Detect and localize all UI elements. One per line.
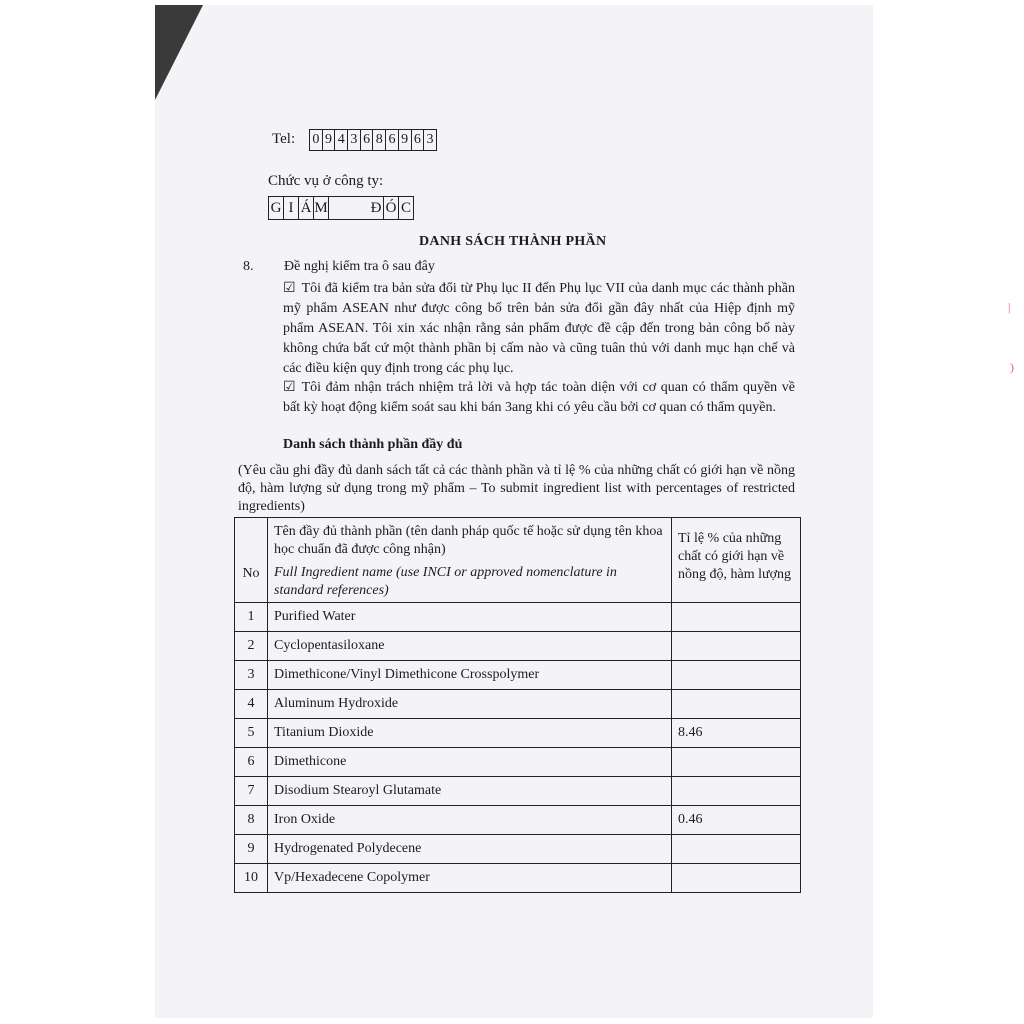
declaration-text-1: Tôi đã kiểm tra bản sửa đổi từ Phụ lục II đến Phụ lục VII của danh mục các thành phần mỹ phẩm ASEAN như được công bố trên bản sửa đổi gần đây nhất của Hiệp định mỹ phẩm ASEAN. Tôi xin xác nhận rằng sản phẩm được đề cập đến trong bản công bố này không chứa bất cứ một thành phần bị cấm nào và cũng tuân thủ với danh mục hạn chế và các điều kiện quy định trong các phụ lục.: [283, 281, 795, 376]
header-name: [268, 518, 672, 603]
ingredient-list-note: (Yêu cầu ghi đầy đủ danh sách tất cả các thành phần và tỉ lệ % của những chất có giới hạn về nồng độ, hàm lượng sử dụng trong mỹ phẩm – To submit ingredient list with percentages of restricted ingredients): [238, 463, 795, 514]
tel-digit: 0: [310, 130, 323, 150]
row-no: 9: [235, 835, 268, 864]
position-letter: Ó: [384, 197, 399, 219]
row-no: 6: [235, 748, 268, 777]
row-name: Disodium Stearoyl Glutamate: [268, 777, 672, 806]
row-name: Dimethicone: [268, 748, 672, 777]
table-row: [235, 661, 801, 690]
row-no: 3: [235, 661, 268, 690]
row-no: 5: [235, 719, 268, 748]
tel-digit: 6: [412, 130, 425, 150]
stamp-fragment: |: [1008, 300, 1011, 314]
header-name-en: Full Ingredient name (use INCI or approved nomenclature in standard references): [274, 565, 617, 598]
checkbox-checked-icon: ☑: [283, 380, 296, 395]
row-name: Cyclopentasiloxane: [268, 632, 672, 661]
row-pct: [672, 835, 801, 864]
table-row: [235, 748, 801, 777]
position-letter: M: [314, 197, 329, 219]
tel-digit: 3: [348, 130, 361, 150]
header-pct: [672, 518, 801, 603]
row-no: 1: [235, 603, 268, 632]
tel-digit: 6: [386, 130, 399, 150]
row-pct: [672, 748, 801, 777]
tel-digit: 3: [426, 132, 434, 147]
row-no: 2: [235, 632, 268, 661]
position-gap: [329, 197, 369, 219]
row-name: Iron Oxide: [268, 806, 672, 835]
tel-digit: 9: [323, 130, 336, 150]
table-row: [235, 690, 801, 719]
table-row: [235, 835, 801, 864]
row-no: 8: [235, 806, 268, 835]
table-header-row: [235, 518, 801, 603]
row-no: 7: [235, 777, 268, 806]
row-pct: [672, 864, 801, 893]
tel-label: Tel:: [272, 131, 296, 147]
header-no: No: [235, 518, 268, 603]
row-pct: [672, 632, 801, 661]
position-letter: Đ: [369, 197, 384, 219]
row-pct: [672, 661, 801, 690]
scan-shadow: [155, 5, 203, 100]
table-row: [235, 719, 801, 748]
declaration-paragraph-1: [283, 279, 795, 379]
section-number: 8.: [243, 259, 254, 274]
document-title: DANH SÁCH THÀNH PHẦN: [419, 234, 607, 249]
table-row: [235, 864, 801, 893]
table-row: [235, 603, 801, 632]
tel-digit: 6: [361, 130, 374, 150]
tel-digit: 4: [335, 130, 348, 150]
row-name: Purified Water: [268, 603, 672, 632]
table-row: [235, 806, 801, 835]
row-name: Vp/Hexadecene Copolymer: [268, 864, 672, 893]
row-name: Aluminum Hydroxide: [268, 690, 672, 719]
row-name: Dimethicone/Vinyl Dimethicone Crosspolymer: [268, 661, 672, 690]
row-pct: [672, 603, 801, 632]
row-pct: [672, 690, 801, 719]
checkbox-checked-icon: ☑: [283, 281, 296, 296]
position-boxes: [268, 196, 414, 220]
tel-digit: 8: [373, 130, 386, 150]
row-pct: 8.46: [672, 719, 801, 748]
row-name: Hydrogenated Polydecene: [268, 835, 672, 864]
ingredient-table: [234, 517, 801, 893]
row-pct: [672, 777, 801, 806]
position-letter: C: [400, 200, 411, 216]
stamp-fragment: ): [1010, 360, 1014, 374]
tel-digit: 9: [399, 130, 412, 150]
position-letter: Á: [299, 197, 314, 219]
declaration-paragraph-2: [283, 378, 795, 418]
ingredient-list-heading: Danh sách thành phần đầy đủ: [283, 437, 463, 452]
header-name-vi: Tên đầy đủ thành phần (tên danh pháp quốc tế hoặc sử dụng tên khoa học chuẩn đã được công nhận): [274, 524, 663, 557]
row-no: 4: [235, 690, 268, 719]
row-name: Titanium Dioxide: [268, 719, 672, 748]
table-row: [235, 632, 801, 661]
position-letter: G: [269, 197, 284, 219]
position-letter: I: [284, 197, 299, 219]
position-label: Chức vụ ở công ty:: [268, 173, 384, 189]
row-no: 10: [235, 864, 268, 893]
tel-number-boxes: [309, 129, 437, 151]
table-row: [235, 777, 801, 806]
section-heading: Đề nghị kiểm tra ô sau đây: [284, 259, 435, 274]
declaration-text-2: Tôi đảm nhận trách nhiệm trả lời và hợp tác toàn diện với cơ quan có thẩm quyền về bất kỳ hoạt động kiểm soát sau khi bán 3ang khi có yêu cầu bởi cơ quan có thẩm quyền.: [283, 380, 795, 415]
header-pct-text: Tỉ lệ % của những chất có giới hạn về nồng độ, hàm lượng: [678, 531, 791, 582]
row-pct: 0.46: [672, 806, 801, 835]
